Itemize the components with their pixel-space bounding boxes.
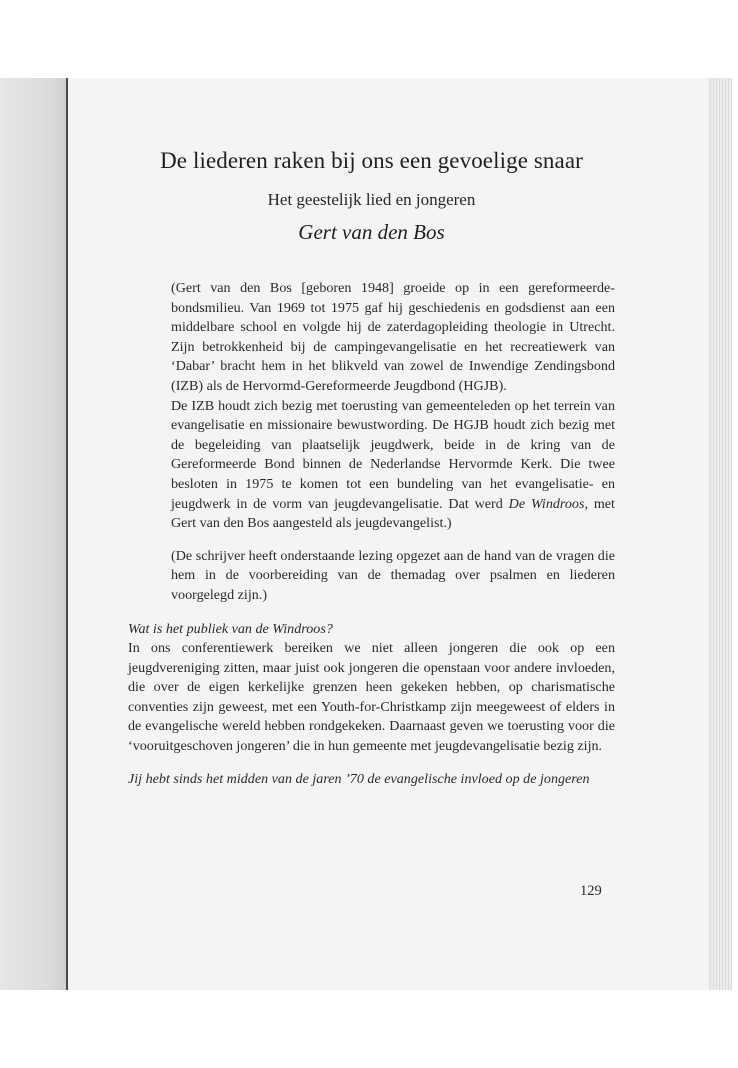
bio-italic-title: De Windroos, <box>508 495 588 512</box>
bio-text: met Gert van den Bos aangesteld als jeugdevangelist.) <box>171 495 615 532</box>
page-stack-edges <box>708 78 732 990</box>
answer-paragraph: In ons conferentiewerk bereiken we niet alleen jongeren die ook op een jeugdvereniging zitten, maar juist ook jongeren die openstaan voor andere invloeden, die over de eigen kerkelijke grenzen heen gekeken hebben, op charismatische conventies zijn geweest, met een Youth-for-Christkamp zijn meegeweest of elders in de evangelische wereld hebben rondgekeken. Daarnaast geven we toerusting voor die ‘vooruitgeschoven jongeren’ die in hun gemeente met jeugdevangelisatie bezig zijn. <box>128 640 615 755</box>
bio-note: (De schrijver heeft onderstaande lezing opgezet aan de hand van de vragen die hem in de voorbereiding van de themadag over psalmen en liederen voorgelegd zijn.) <box>171 547 615 603</box>
author-bio <box>171 279 615 606</box>
page-content <box>128 148 615 789</box>
question-heading: Wat is het publiek van de Windroos? <box>128 620 333 637</box>
article-title: De liederen raken bij ons een gevoelige snaar <box>160 148 583 173</box>
bio-paragraph <box>171 397 615 534</box>
bio-text: De IZB houdt zich bezig met toerusting van gemeenteleden op het terrein van evangelisatie en missionaire bewustwording. De HGJB houdt zich bezig met de begeleiding van plaatselijk jeugdwerk, beide in de kring van de Gereformeerde Bond binnen de Nederlandse Hervormde Kerk. Die twee besloten in 1975 te komen tot een bundeling van het evangelisatie- en jeugdwerk in de vorm van jeugdevangelisatie. Dat werd <box>171 397 615 512</box>
author-name: Gert van den Bos <box>298 220 445 244</box>
facing-page-edge <box>0 78 68 990</box>
question-heading: Jij hebt sinds het midden van de jaren ’70 de evangelische invloed op de jongeren <box>128 770 590 787</box>
bio-paragraph: (Gert van den Bos [geboren 1948] groeide op in een gereformeerde-bondsmilieu. Van 1969 tot 1975 gaf hij geschiedenis en godsdienst aan een middelbare school en volgde hij de zaterdagopleiding theologie in Utrecht. Zijn betrokkenheid bij de campingevangelisatie en het recreatiewerk van ‘Dabar’ bracht hem in het blikveld van zowel de Inwendige Zendingsbond (IZB) als de Hervormd-Gereformeerde Jeugdbond (HGJB). <box>171 280 615 394</box>
article-subtitle: Het geestelijk lied en jongeren <box>267 190 476 209</box>
page-number: 129 <box>580 883 602 899</box>
